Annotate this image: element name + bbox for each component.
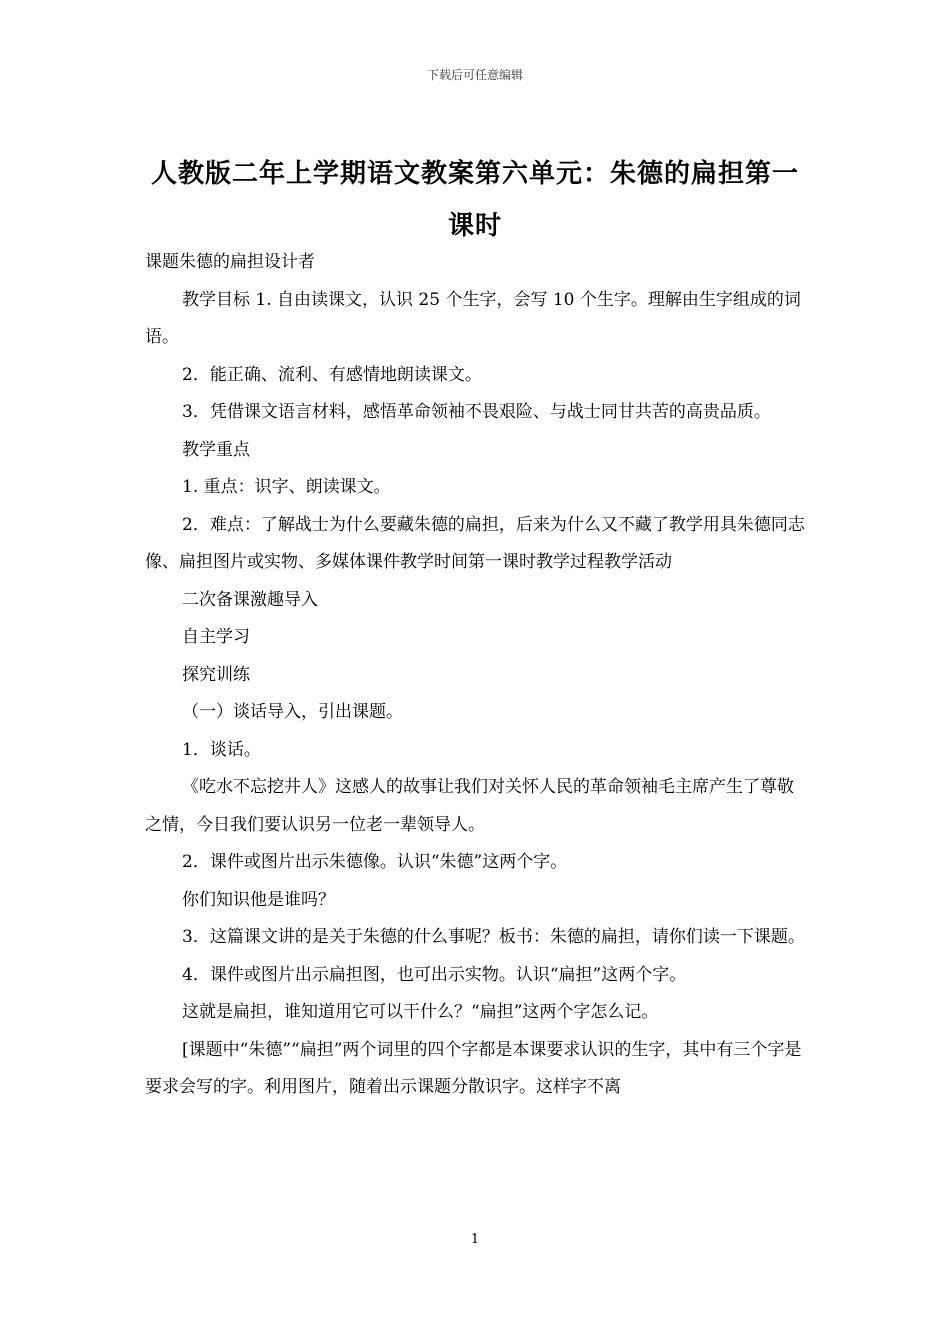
paragraph-story: 《吃水不忘挖井人》这感人的故事让我们对关怀人民的革命领袖毛主席产生了尊敬之情，今日我们要认识另一位老一辈领导人。 xyxy=(145,777,794,835)
paragraph-question: 你们知识他是谁吗？ xyxy=(182,889,335,910)
paragraph-talk: 1．谈话。 xyxy=(182,739,261,760)
paragraph-self-study: 自主学习 xyxy=(182,627,250,647)
paragraph-note: [课题中“朱德”“扁担”两个词里的四个字都是本课要求认识的生字，其中有三个字是要求会写的字。利用图片，随着出示课题分散识字。这样字不离 xyxy=(145,1039,802,1097)
paragraph-carrying-pole: 4．课件或图片出示扁担图，也可出示实物。认识“扁担”这两个字。 xyxy=(182,964,687,985)
paragraph-key-point-2: 2．难点：了解战士为什么要藏朱德的扁担，后来为什么又不藏了教学用具朱德同志像、扁担图片或实物、多媒体课件教学时间第一课时教学过程教学活动 xyxy=(145,514,805,572)
paragraph-key-point-1: 1. 重点：识字、朗读课文。 xyxy=(182,477,391,497)
paragraph-lesson-topic: 课题朱德的扁担设计者 xyxy=(145,252,315,272)
page-number: 1 xyxy=(470,1232,480,1247)
paragraph-title-reading: 3．这篇课文讲的是关于朱德的什么事呢？板书：朱德的扁担，请你们读一下课题。 xyxy=(182,927,805,947)
paragraph-carrying-pole-use: 这就是扁担，谁知道用它可以干什么？“扁担”这两个字怎么记。 xyxy=(182,1002,659,1022)
paragraph-key-points-heading: 教学重点 xyxy=(182,439,250,460)
paragraph-section-intro: 二次备课激趣导入 xyxy=(182,589,318,610)
paragraph-step-one: （一）谈话导入，引出课题。 xyxy=(182,702,403,722)
page-header-note: 下载后可任意编辑 xyxy=(426,68,523,82)
paragraph-exploration: 探究训练 xyxy=(182,664,250,685)
paragraph-goal-2: 2．能正确、流利、有感情地朗读课文。 xyxy=(182,364,482,385)
paragraph-goal-3: 3．凭借课文语言材料，感悟革命领袖不畏艰险、与战士同甘共苦的高贵品质。 xyxy=(182,402,771,422)
document-title: 人教版二年上学期语文教案第六单元：朱德的扁担第一课时 xyxy=(150,159,799,241)
paragraph-goal-1: 教学目标 1. 自由读课文，认识 25 个生字，会写 10 个生字。理解由生字组成的词语。 xyxy=(145,289,801,347)
paragraph-portrait: 2．课件或图片出示朱德像。认识“朱德”这两个字。 xyxy=(182,852,568,872)
document-body xyxy=(145,244,807,1107)
